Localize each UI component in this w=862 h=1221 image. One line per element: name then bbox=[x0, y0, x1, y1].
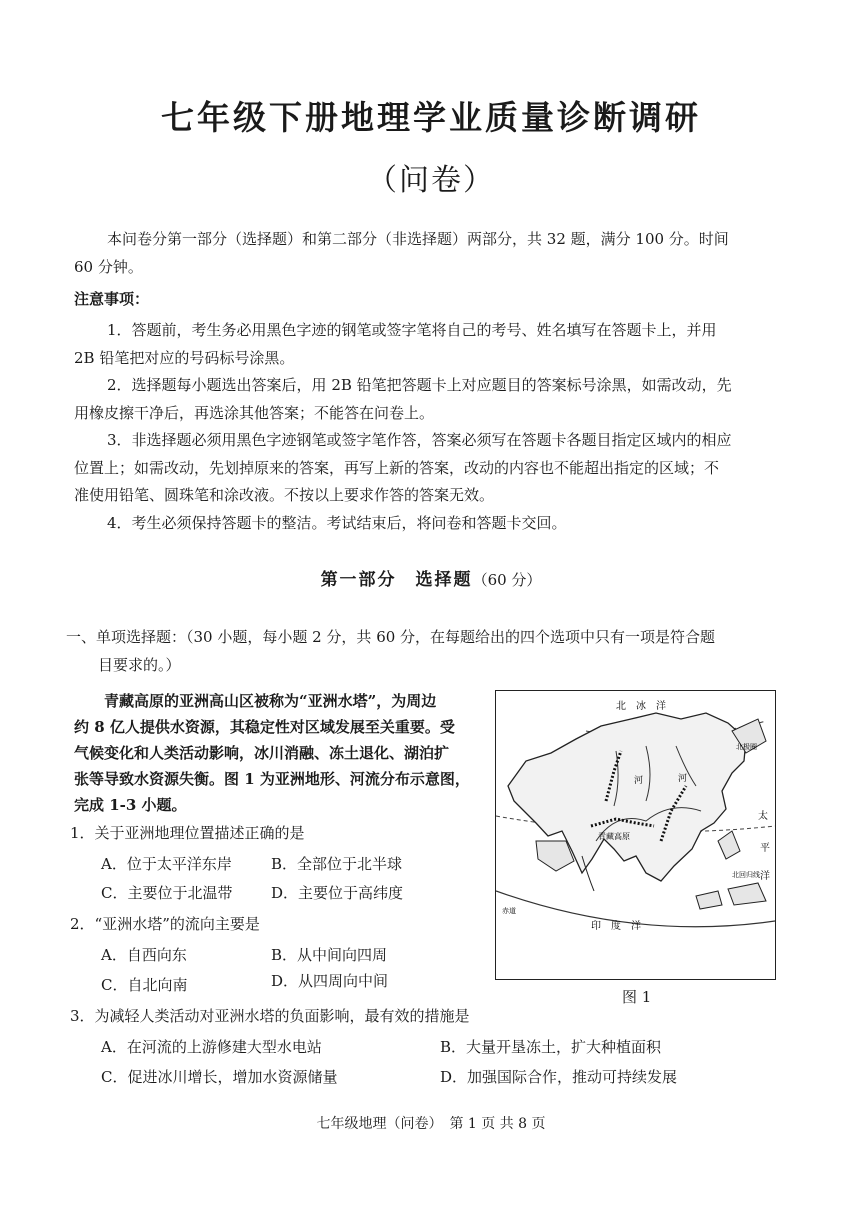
arctic-circle-label: 北极圈 bbox=[736, 743, 757, 751]
new-guinea bbox=[728, 883, 766, 905]
question-2-option-b[interactable]: B．从中间向四周 bbox=[271, 946, 388, 964]
tropic-label: 北回归线 bbox=[732, 871, 760, 879]
section-title: 第一部分 选择题 bbox=[320, 570, 473, 590]
indian-ocean-label: 印 度 洋 bbox=[591, 921, 641, 932]
river-label: 河 bbox=[634, 775, 644, 785]
arctic-ocean-label: 北 冰 洋 bbox=[616, 701, 666, 712]
question-3-option-d[interactable]: D．加强国际合作，推动可持续发展 bbox=[440, 1068, 678, 1086]
question-1-stem: 1．关于亚洲地理位置描述正确的是 bbox=[70, 824, 305, 842]
equator-label: 赤道 bbox=[502, 907, 516, 915]
section-score: （60 分） bbox=[472, 571, 542, 589]
notice-line: 准使用铅笔、圆珠笔和涂改液。不按以上要求作答的答案无效。 bbox=[74, 486, 495, 504]
intro-line-1: 本问卷分第一部分（选择题）和第二部分（非选择题）两部分，共 32 题，满分 100 分。时间 bbox=[107, 230, 729, 248]
arabian-peninsula bbox=[536, 841, 574, 871]
pacific-label: 平 bbox=[760, 843, 770, 854]
passage-line: 张等导致水资源失衡。图 1 为亚洲地形、河流分布示意图， bbox=[74, 770, 470, 788]
page-subtitle: （问卷） bbox=[367, 163, 495, 198]
question-2-stem: 2．“亚洲水塔”的流向主要是 bbox=[70, 915, 260, 933]
notice-line: 用橡皮擦干净后，再选涂其他答案；不能答在问卷上。 bbox=[74, 404, 435, 422]
notice-line: 4．考生必须保持答题卡的整洁。考试结束后，将问卷和答题卡交回。 bbox=[107, 514, 567, 532]
passage-line: 气候变化和人类活动影响，冰川消融、冻土退化、湖泊扩 bbox=[74, 744, 450, 762]
passage-line: 完成 1-3 小题。 bbox=[74, 796, 187, 814]
notice-line: 位置上；如需改动，先划掉原来的答案，再写上新的答案，改动的内容也不能超出指定的区域；不 bbox=[74, 459, 720, 477]
question-2-option-d[interactable]: D．从四周向中间 bbox=[271, 972, 389, 990]
question-3-option-b[interactable]: B．大量开垦冻土，扩大种植面积 bbox=[440, 1038, 662, 1056]
plateau-label: 青藏高原 bbox=[598, 832, 630, 841]
asia-map bbox=[496, 691, 775, 979]
pacific-label: 太 bbox=[758, 811, 768, 822]
instruction-line-1: 一、单项选择题：（30 小题，每小题 2 分，共 60 分，在每题给出的四个选项中只有一项是符合题 bbox=[66, 628, 716, 646]
passage-line: 约 8 亿人提供水资源，其稳定性对区域发展至关重要。受 bbox=[74, 718, 455, 736]
question-3-stem: 3．为减轻人类活动对亚洲水塔的负面影响，最有效的措施是 bbox=[70, 1007, 470, 1025]
question-2-option-c[interactable]: C．自北向南 bbox=[101, 976, 188, 994]
section-heading bbox=[0, 565, 862, 590]
page-footer: 七年级地理（问卷） 第 1 页 共 8 页 bbox=[316, 1116, 546, 1132]
river-label: 河 bbox=[678, 773, 688, 783]
instruction-line-2: 目要求的。） bbox=[98, 656, 181, 674]
question-1-option-c[interactable]: C．主要位于北温带 bbox=[101, 884, 233, 902]
question-1-option-d[interactable]: D．主要位于高纬度 bbox=[271, 884, 404, 902]
pacific-label: 洋 bbox=[760, 871, 770, 882]
notice-line: 3．非选择题必须用黑色字迹钢笔或签字笔作答，答案必须写在答题卡各题目指定区域内的相应 bbox=[107, 431, 732, 449]
page-title: 七年级下册地理学业质量诊断调研 bbox=[161, 98, 701, 137]
notice-line: 2B 铅笔把对应的号码标号涂黑。 bbox=[74, 349, 295, 367]
notice-heading: 注意事项： bbox=[74, 290, 150, 308]
question-1-option-a[interactable]: A．位于太平洋东岸 bbox=[101, 855, 232, 873]
question-3-option-a[interactable]: A．在河流的上游修建大型水电站 bbox=[101, 1038, 322, 1056]
asia-map-figure bbox=[495, 690, 776, 980]
question-2-option-a[interactable]: A．自西向东 bbox=[101, 946, 187, 964]
intro-line-2: 60 分钟。 bbox=[74, 258, 143, 276]
philippines bbox=[718, 831, 740, 859]
map-caption: 图 1 bbox=[622, 988, 652, 1006]
notice-line: 1．答题前，考生务必用黑色字迹的钢笔或签字笔将自己的考号、姓名填写在答题卡上，并用 bbox=[107, 321, 717, 339]
borneo bbox=[696, 891, 722, 909]
passage-line: 青藏高原的亚洲高山区被称为“亚洲水塔”，为周边 bbox=[104, 692, 437, 710]
question-1-option-b[interactable]: B．全部位于北半球 bbox=[271, 855, 403, 873]
question-3-option-c[interactable]: C．促进冰川增长，增加水资源储量 bbox=[101, 1068, 338, 1086]
notice-line: 2．选择题每小题选出答案后，用 2B 铅笔把答题卡上对应题目的答案标号涂黑，如需改动，先 bbox=[107, 376, 732, 394]
